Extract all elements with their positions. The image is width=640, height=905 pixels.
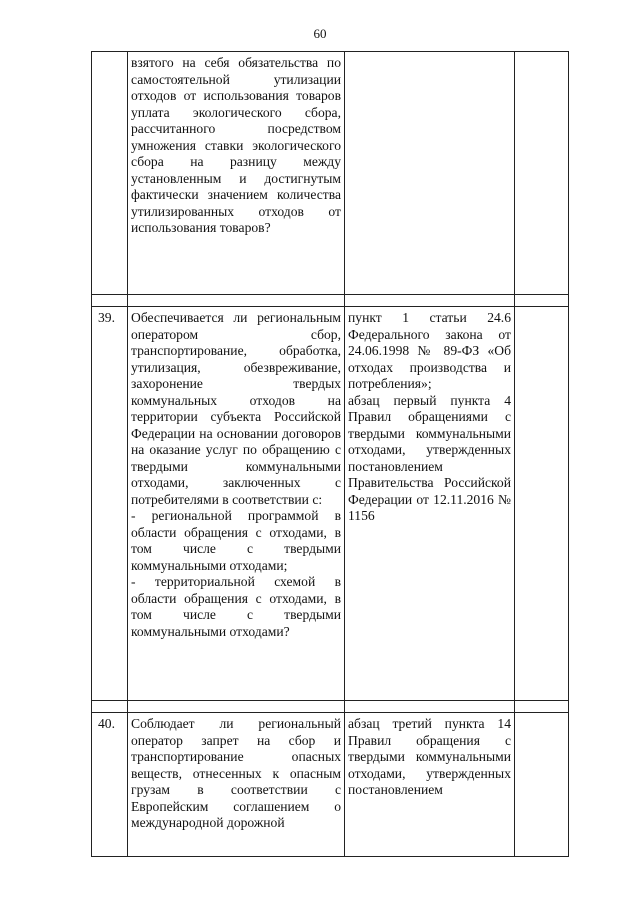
note-cell: [515, 307, 569, 701]
legal-basis-cell: [345, 52, 515, 295]
page-number: 60: [313, 26, 327, 41]
question-cell: Соблюдает ли региональный оператор запрет на сбор и транспортирование опасных веществ, отнесенных к опасным грузам в соответствии с Европейским соглашением о международной дорожной: [128, 713, 345, 857]
question-cell: взятого на себя обязательства по самостоятельной утилизации отходов от использования товаров уплата экологического сбора, рассчитанного посредством умножения ставки экологического сбора на разницу между установленным и достигнутым фактически значением количества утилизированных отходов от использования товаров?: [128, 52, 345, 295]
note-cell: [515, 713, 569, 857]
question-cell: Обеспечивается ли региональным оператором сбор, транспортирование, обработка, утилизация, обезвреживание, захоронение твердых коммунальных отходов на территории субъекта Российской Федерации на основании договоров на оказание услуг по обращению с твердыми коммунальными отходами, заключенных с потребителями в соответствии с: - региональной программой в области обращения с отходами, в том числе с твердыми коммунальными отходами; - территориальной схемой в области обращения с отходами, в том числе с твердыми коммунальными отходами?: [128, 307, 345, 701]
table-row: [92, 307, 569, 701]
table-row: [92, 713, 569, 857]
row-number: [92, 52, 128, 295]
legal-basis-cell: пункт 1 статьи 24.6 Федерального закона от 24.06.1998 № 89-ФЗ «Об отходах производства и потребления»; абзац первый пункта 4 Правил обращениями с твердыми коммунальными отходами, утвержденных постановлением Правительства Российской Федерации от 12.11.2016 № 1156: [345, 307, 515, 701]
row-number: 39.: [92, 307, 128, 701]
table-row: [92, 52, 569, 295]
row-number: 40.: [92, 713, 128, 857]
note-cell: [515, 52, 569, 295]
legal-basis-cell: абзац третий пункта 14 Правил обращения с твердыми коммунальными отходами, утвержденных постановлением: [345, 713, 515, 857]
checklist-table: [91, 51, 569, 857]
